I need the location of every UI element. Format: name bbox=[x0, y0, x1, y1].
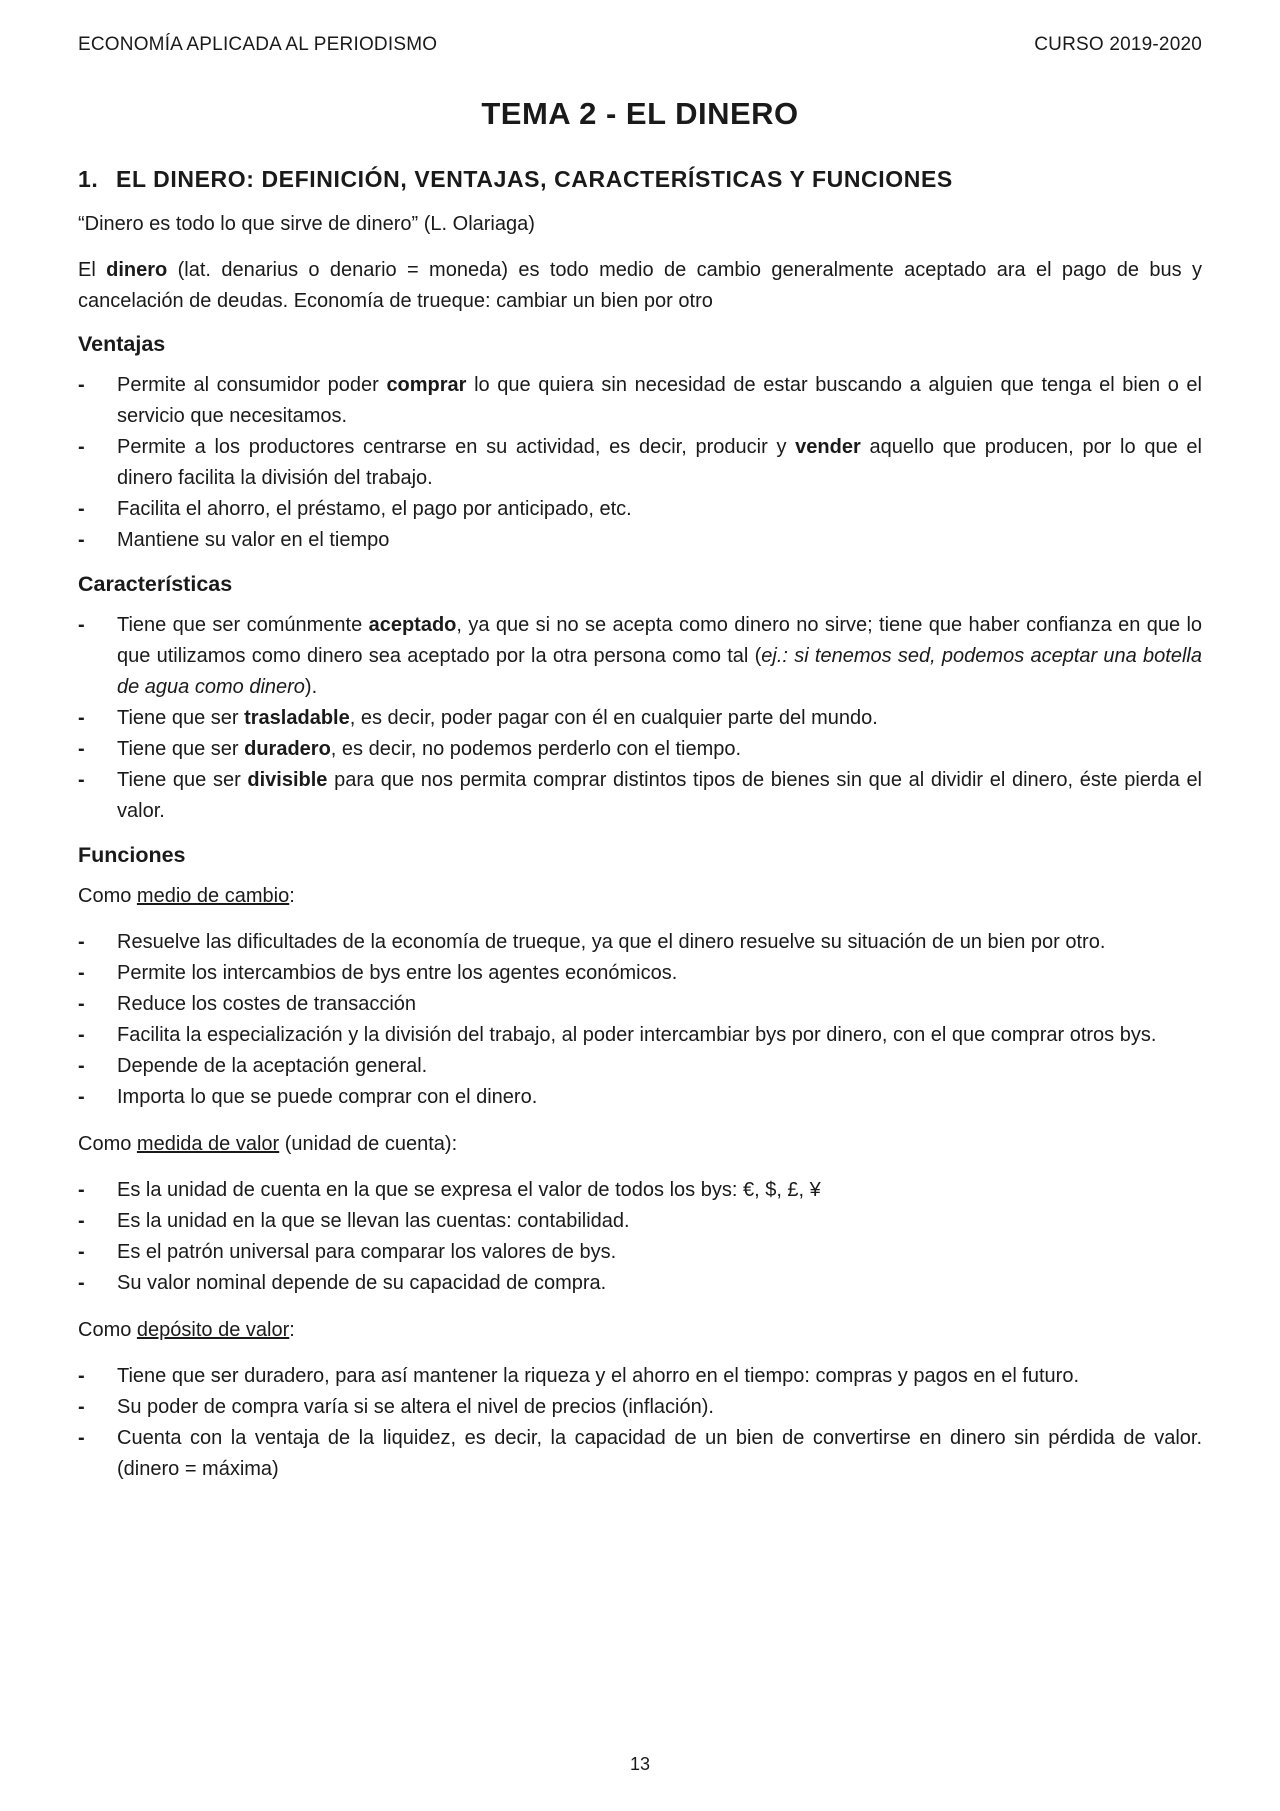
intro-underlined: medio de cambio bbox=[136, 885, 290, 907]
item-pre: Permite al consumidor poder bbox=[117, 374, 387, 396]
intro-pre: Como bbox=[78, 885, 137, 907]
list-item: - Facilita el ahorro, el préstamo, el pago por anticipado, etc. bbox=[78, 494, 1202, 525]
intro-post: (unidad de cuenta): bbox=[279, 1133, 458, 1155]
page-content bbox=[78, 96, 1202, 1501]
medio-cambio-intro bbox=[78, 881, 1202, 912]
list-item: - Resuelve las dificultades de la economía de trueque, ya que el dinero resuelve su situación de un bien por otro. bbox=[78, 927, 1202, 958]
definition-pre: El bbox=[78, 259, 107, 281]
funciones-heading: Funciones bbox=[78, 843, 186, 867]
page-title: TEMA 2 - EL DINERO bbox=[481, 96, 799, 131]
section-heading-text: EL DINERO: DEFINICIÓN, VENTAJAS, CARACTERÍSTICAS Y FUNCIONES bbox=[116, 166, 953, 192]
medio-cambio-list bbox=[78, 927, 1202, 1113]
list-item: - Reduce los costes de transacción bbox=[78, 989, 1202, 1020]
list-item bbox=[78, 765, 1202, 827]
deposito-valor-intro bbox=[78, 1315, 1202, 1346]
item-pre: Tiene que ser comúnmente bbox=[117, 614, 369, 636]
item-bold: comprar bbox=[386, 374, 467, 396]
item-bold: vender bbox=[795, 436, 861, 458]
item-post: , ya que si no se acepta como dinero no sirve; tiene que haber confianza en que lo que utilizamos como dinero sea aceptado por la otra persona como tal ( bbox=[117, 614, 1203, 667]
intro-underlined: depósito de valor bbox=[136, 1319, 290, 1341]
item-bold: trasladable bbox=[244, 707, 350, 729]
list-item: - Tiene que ser duradero, para así mantener la riqueza y el ahorro en el tiempo: compras y pagos en el futuro. bbox=[78, 1361, 1202, 1392]
section-heading bbox=[78, 166, 1202, 193]
ventajas-list bbox=[78, 370, 1202, 556]
list-item: - Su valor nominal depende de su capacidad de compra. bbox=[78, 1268, 1202, 1299]
list-item: - Facilita la especialización y la división del trabajo, al poder intercambiar bys por dinero, con el que comprar otros bys. bbox=[78, 1020, 1202, 1051]
list-item: - Depende de la aceptación general. bbox=[78, 1051, 1202, 1082]
item-end: ). bbox=[304, 676, 318, 698]
intro-underlined: medida de valor bbox=[136, 1133, 280, 1155]
item-post: lo que quiera sin necesidad de estar buscando a alguien que tenga el bien o el servicio que necesitamos. bbox=[117, 374, 1203, 427]
list-item bbox=[78, 734, 1202, 765]
list-item: - Su poder de compra varía si se altera el nivel de precios (inflación). bbox=[78, 1392, 1202, 1423]
caracteristicas-list bbox=[78, 610, 1202, 827]
item-post: , es decir, poder pagar con él en cualquier parte del mundo. bbox=[349, 707, 878, 729]
item-post: para que nos permita comprar distintos tipos de bienes sin que al dividir el dinero, éste pierda el valor. bbox=[117, 769, 1203, 822]
list-item: - Mantiene su valor en el tiempo bbox=[78, 525, 1202, 556]
header-course-year: CURSO 2019-2020 bbox=[1034, 34, 1202, 55]
medida-valor-list bbox=[78, 1175, 1202, 1299]
medida-valor-intro bbox=[78, 1129, 1202, 1160]
list-item: - Importa lo que se puede comprar con el dinero. bbox=[78, 1082, 1202, 1113]
intro-pre: Como bbox=[78, 1319, 137, 1341]
caracteristicas-heading: Características bbox=[78, 572, 233, 596]
section-number: 1. bbox=[78, 166, 99, 192]
list-item: - Es la unidad de cuenta en la que se expresa el valor de todos los bys: €, $, £, ¥ bbox=[78, 1175, 1202, 1206]
intro-pre: Como bbox=[78, 1133, 137, 1155]
list-item: - Es el patrón universal para comparar los valores de bys. bbox=[78, 1237, 1202, 1268]
definition-term: dinero bbox=[106, 259, 168, 281]
list-item: - Es la unidad en la que se llevan las cuentas: contabilidad. bbox=[78, 1206, 1202, 1237]
item-bold: aceptado bbox=[368, 614, 457, 636]
item-pre: Permite a los productores centrarse en su actividad, es decir, producir y bbox=[117, 436, 796, 458]
deposito-valor-list bbox=[78, 1361, 1202, 1485]
item-post: , es decir, no podemos perderlo con el tiempo. bbox=[330, 738, 742, 760]
list-item bbox=[78, 432, 1202, 494]
item-post: aquello que producen, por lo que el dinero facilita la división del trabajo. bbox=[117, 436, 1202, 489]
list-item: - Cuenta con la ventaja de la liquidez, es decir, la capacidad de un bien de convertirse en dinero sin pérdida de valor. (dinero = máxima) bbox=[78, 1423, 1202, 1485]
ventajas-heading: Ventajas bbox=[78, 332, 166, 356]
item-pre: Tiene que ser bbox=[117, 707, 245, 729]
quote-paragraph: “Dinero es todo lo que sirve de dinero” (L. Olariaga) bbox=[78, 213, 535, 235]
page-number: 13 bbox=[629, 1754, 651, 1774]
intro-post: : bbox=[289, 885, 295, 907]
item-pre: Tiene que ser bbox=[117, 738, 245, 760]
item-bold: divisible bbox=[247, 769, 328, 791]
definition-paragraph bbox=[78, 255, 1202, 317]
intro-post: : bbox=[289, 1319, 295, 1341]
list-item bbox=[78, 370, 1202, 432]
list-item bbox=[78, 703, 1202, 734]
definition-post: (lat. denarius o denario = moneda) es todo medio de cambio generalmente aceptado ara el pago de bus y cancelación de deudas. Economía de trueque: cambiar un bien por otro bbox=[78, 259, 1203, 312]
header-course-name: ECONOMÍA APLICADA AL PERIODISMO bbox=[78, 34, 438, 55]
item-pre: Tiene que ser bbox=[117, 769, 248, 791]
list-item bbox=[78, 610, 1202, 703]
item-bold: duradero bbox=[244, 738, 331, 760]
list-item: - Permite los intercambios de bys entre los agentes económicos. bbox=[78, 958, 1202, 989]
item-italic: ej.: si tenemos sed, podemos aceptar una botella de agua como dinero bbox=[117, 645, 1202, 698]
